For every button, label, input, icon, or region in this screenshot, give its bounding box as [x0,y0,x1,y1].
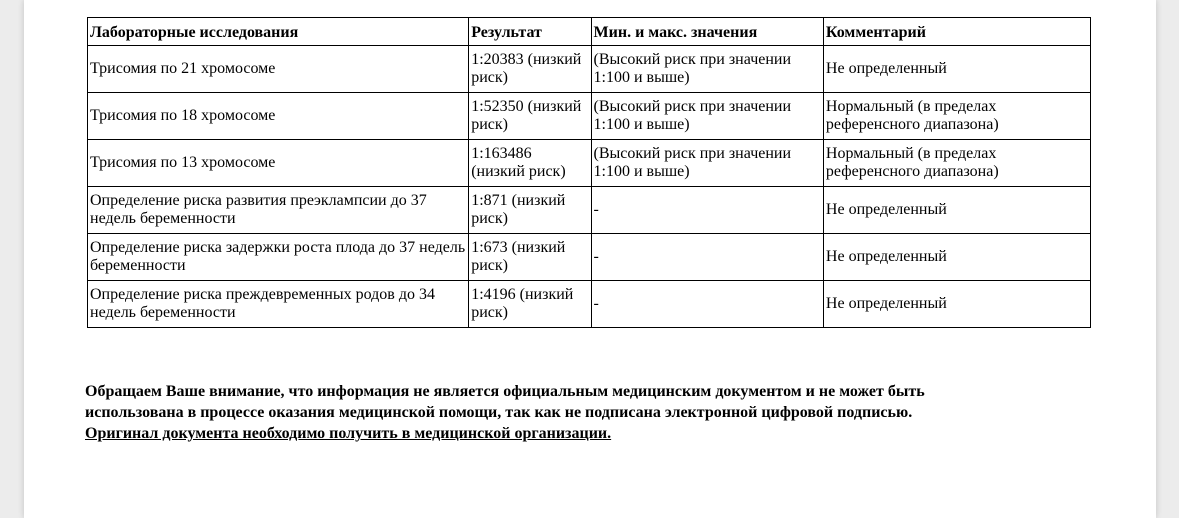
cell-comment: Не определенный [823,187,1090,234]
document-page [24,0,1156,518]
table-header-row [88,18,1091,46]
cell-comment: Не определенный [823,46,1090,93]
cell-range: - [591,281,823,328]
cell-comment: Не определенный [823,234,1090,281]
cell-test: Определение риска развития преэклампсии до 37 недель беременности [88,187,469,234]
table-row [88,93,1091,140]
cell-test: Определение риска преждевременных родов до 34 недель беременности [88,281,469,328]
cell-range: - [591,187,823,234]
table-row [88,46,1091,93]
header-min-max: Мин. и макс. значения [591,18,823,46]
table-row [88,234,1091,281]
header-comment: Комментарий [823,18,1090,46]
cell-result: 1:871 (низкий риск) [469,187,591,234]
lab-results-table [87,17,1091,328]
header-result: Результат [469,18,591,46]
cell-range: (Высокий риск при значении 1:100 и выше) [591,93,823,140]
cell-test: Трисомия по 13 хромосоме [88,140,469,187]
cell-test: Определение риска задержки роста плода до 37 недель беременности [88,234,469,281]
disclaimer-original-note: Оригинал документа необходимо получить в медицинской организации. [85,425,612,442]
disclaimer-line: Обращаем Ваше внимание, что информация не является официальным медицинским документом и не может быть [85,383,925,400]
table-row [88,187,1091,234]
disclaimer-notice [85,381,1095,444]
disclaimer-line: использована в процессе оказания медицинской помощи, так как не подписана электронной цифровой подписью. [85,404,913,421]
header-lab-tests: Лабораторные исследования [88,18,469,46]
cell-comment: Нормальный (в пределах референсного диапазона) [823,93,1090,140]
table-row [88,140,1091,187]
table-row [88,281,1091,328]
cell-comment: Нормальный (в пределах референсного диапазона) [823,140,1090,187]
cell-test: Трисомия по 21 хромосоме [88,46,469,93]
cell-range: (Высокий риск при значении 1:100 и выше) [591,140,823,187]
cell-test: Трисомия по 18 хромосоме [88,93,469,140]
cell-result: 1:52350 (низкий риск) [469,93,591,140]
cell-range: (Высокий риск при значении 1:100 и выше) [591,46,823,93]
cell-result: 1:163486 (низкий риск) [469,140,591,187]
cell-result: 1:20383 (низкий риск) [469,46,591,93]
cell-range: - [591,234,823,281]
cell-result: 1:673 (низкий риск) [469,234,591,281]
cell-comment: Не определенный [823,281,1090,328]
cell-result: 1:4196 (низкий риск) [469,281,591,328]
